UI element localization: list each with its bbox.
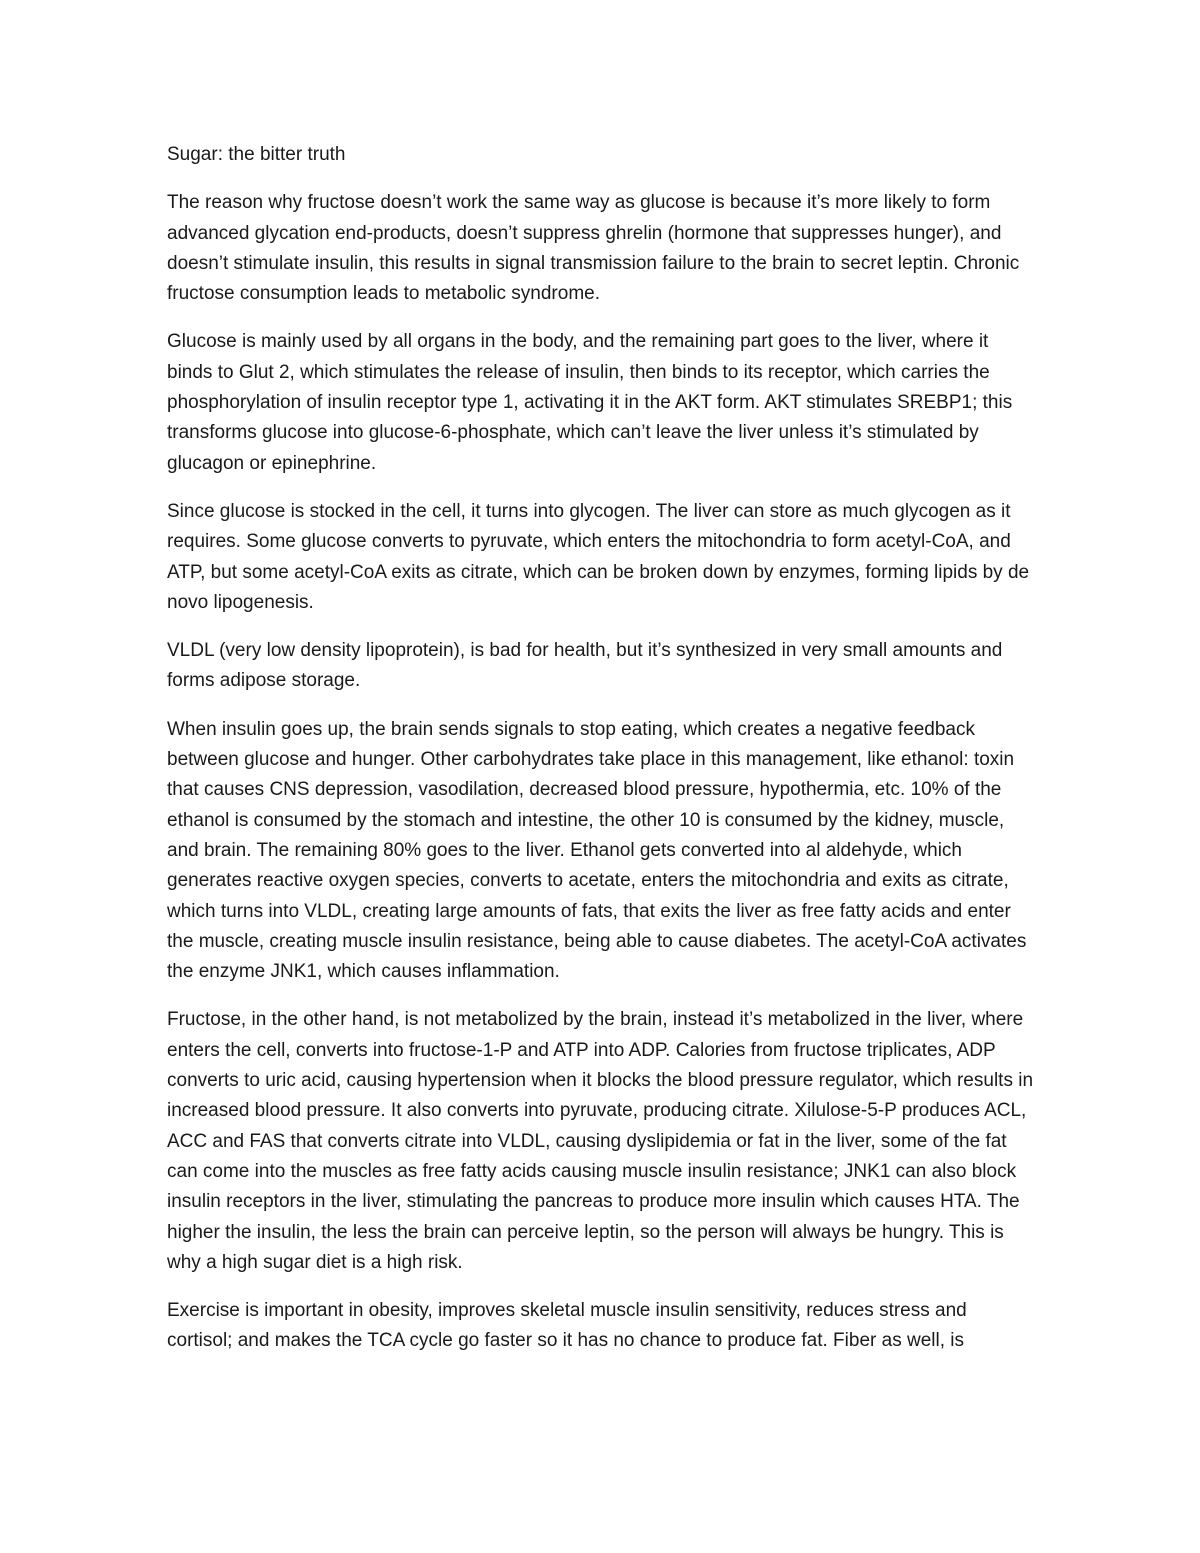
paragraph-fructose-metabolism: Fructose, in the other hand, is not metabolized by the brain, instead it’s metabolized in the liver, where enters the cell, converts into fructose-1-P and ATP into ADP. Calories from fructose triplicates, ADP converts to uric acid, causing hypertension when it blocks the blood pressure regulator, which results in increased blood pressure. It also converts into pyruvate, producing citrate. Xilulose-5-P produces ACL, ACC and FAS that converts citrate into VLDL, causing dyslipidemia or fat in the liver, some of the fat can come into the muscles as free fatty acids causing muscle insulin resistance; JNK1 can also block insulin receptors in the liver, stimulating the pancreas to produce more insulin which causes HTA. The higher the insulin, the less the brain can perceive leptin, so the person will always be hungry. This is why a high sugar diet is a high risk. xyxy=(167,1009,1034,1273)
paragraph-vldl: VLDL (very low density lipoprotein), is bad for health, but it’s synthesized in very small amounts and forms adipose storage. xyxy=(167,640,1003,692)
paragraph-glucose-metabolism: Glucose is mainly used by all organs in the body, and the remaining part goes to the liver, where it binds to Glut 2, which stimulates the release of insulin, then binds to its receptor, which carries the phosphorylation of insulin receptor type 1, activating it in the AKT form. AKT stimulates SREBP1; this transforms glucose into glucose-6-phosphate, which can’t leave the liver unless it’s stimulated by glucagon or epinephrine. xyxy=(167,331,1013,474)
document-title: Sugar: the bitter truth xyxy=(167,144,346,165)
paragraph-glycogen-storage: Since glucose is stocked in the cell, it turns into glycogen. The liver can store as much glycogen as it requires. Some glucose converts to pyruvate, which enters the mitochondria to form acetyl-CoA, and ATP, but some acetyl-CoA exits as citrate, which can be broken down by enzymes, forming lipids by de novo lipogenesis. xyxy=(167,500,1030,613)
paragraph-fructose-vs-glucose: The reason why fructose doesn’t work the same way as glucose is because it’s more likely to form advanced glycation end-products, doesn’t suppress ghrelin (hormone that suppresses hunger), and doesn’t stimulate insulin, this results in signal transmission failure to the brain to secret leptin. Chronic fructose consumption leads to metabolic syndrome. xyxy=(167,192,1020,305)
paragraph-insulin-ethanol: When insulin goes up, the brain sends signals to stop eating, which creates a negative feedback between glucose and hunger. Other carbohydrates take place in this management, like ethanol: toxin that causes CNS depression, vasodilation, decreased blood pressure, hypothermia, etc. 10% of the ethanol is consumed by the stomach and intestine, the other 10 is consumed by the kidney, muscle, and brain. The remaining 80% goes to the liver. Ethanol gets converted into al aldehyde, which generates reactive oxygen species, converts to acetate, enters the mitochondria and exits as citrate, which turns into VLDL, creating large amounts of fats, that exits the liver as free fatty acids and enter the muscle, creating muscle insulin resistance, being able to cause diabetes. The acetyl-CoA activates the enzyme JNK1, which causes inflammation. xyxy=(167,718,1027,983)
paragraph-exercise: Exercise is important in obesity, improves skeletal muscle insulin sensitivity, reduces stress and cortisol; and makes the TCA cycle go faster so it has no chance to produce fat. Fiber as well, is xyxy=(167,1300,967,1352)
document-body xyxy=(167,140,1037,1375)
